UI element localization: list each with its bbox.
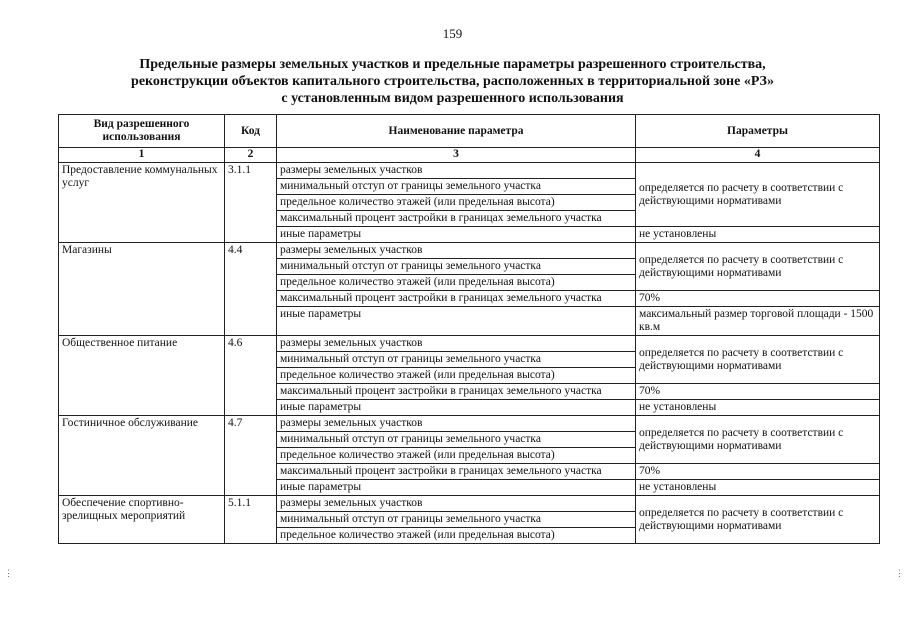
column-number: 3 [277, 148, 636, 163]
param-name-cell: иные параметры [277, 400, 636, 416]
param-value-cell: 70% [636, 464, 880, 480]
param-name-cell: размеры земельных участков [277, 163, 636, 179]
param-name-cell: минимальный отступ от границы земельного участка [277, 512, 636, 528]
param-name-cell: предельное количество этажей (или предельная высота) [277, 195, 636, 211]
param-name-cell: предельное количество этажей (или предельная высота) [277, 368, 636, 384]
param-name-cell: минимальный отступ от границы земельного участка [277, 259, 636, 275]
param-value-cell: 70% [636, 384, 880, 400]
param-value-cell: определяется по расчету в соответствии с действующими нормативами [636, 163, 880, 227]
left-edge-mark: ⋮ [4, 568, 13, 578]
use-type-cell: Предоставление коммунальных услуг [59, 163, 225, 243]
page-number: 159 [442, 26, 463, 41]
code-cell: 4.7 [225, 416, 277, 496]
column-number-row [59, 148, 880, 163]
param-name-cell: минимальный отступ от границы земельного участка [277, 352, 636, 368]
column-number: 1 [59, 148, 225, 163]
title-line-2: реконструкции объектов капитального строительства, расположенных в территориальной зоне «РЗ» [131, 74, 774, 89]
right-edge-mark: ⋮ [895, 568, 904, 578]
code-cell: 5.1.1 [225, 496, 277, 544]
column-number: 4 [636, 148, 880, 163]
param-name-cell: предельное количество этажей (или предельная высота) [277, 448, 636, 464]
header-param-name: Наименование параметра [277, 115, 636, 148]
param-value-cell: не установлены [636, 227, 880, 243]
use-type-cell: Магазины [59, 243, 225, 336]
param-name-cell: минимальный отступ от границы земельного участка [277, 432, 636, 448]
title-line-1: Предельные размеры земельных участков и предельные параметры разрешенного строительства, [139, 57, 766, 72]
parameters-table [58, 114, 880, 544]
param-name-cell: предельное количество этажей (или предельная высота) [277, 275, 636, 291]
param-name-cell: иные параметры [277, 307, 636, 336]
param-name-cell: максимальный процент застройки в границах земельного участка [277, 464, 636, 480]
table-header-row [59, 115, 880, 148]
param-value-cell: не установлены [636, 480, 880, 496]
param-value-cell: максимальный размер торговой площади - 1500 кв.м [636, 307, 880, 336]
use-type-cell: Обеспечение спортивно-зрелищных мероприятий [59, 496, 225, 544]
param-name-cell: размеры земельных участков [277, 416, 636, 432]
param-name-cell: минимальный отступ от границы земельного участка [277, 179, 636, 195]
param-value-cell: определяется по расчету в соответствии с действующими нормативами [636, 496, 880, 544]
param-name-cell: размеры земельных участков [277, 336, 636, 352]
param-name-cell: размеры земельных участков [277, 243, 636, 259]
code-cell: 4.6 [225, 336, 277, 416]
page-title [40, 56, 865, 107]
param-value-cell: определяется по расчету в соответствии с действующими нормативами [636, 416, 880, 464]
param-value-cell: не установлены [636, 400, 880, 416]
table-row [59, 496, 880, 512]
table-row [59, 163, 880, 179]
code-cell: 3.1.1 [225, 163, 277, 243]
param-name-cell: максимальный процент застройки в границах земельного участка [277, 384, 636, 400]
param-name-cell: максимальный процент застройки в границах земельного участка [277, 291, 636, 307]
param-value-cell: определяется по расчету в соответствии с действующими нормативами [636, 243, 880, 291]
table-row [59, 416, 880, 432]
header-code: Код [225, 115, 277, 148]
code-cell: 4.4 [225, 243, 277, 336]
param-value-cell: 70% [636, 291, 880, 307]
param-name-cell: иные параметры [277, 227, 636, 243]
param-value-cell: определяется по расчету в соответствии с действующими нормативами [636, 336, 880, 384]
use-type-cell: Общественное питание [59, 336, 225, 416]
table-row [59, 336, 880, 352]
column-number: 2 [225, 148, 277, 163]
header-params: Параметры [636, 115, 880, 148]
header-use-type: Вид разрешенного использования [59, 115, 225, 148]
param-name-cell: предельное количество этажей (или предельная высота) [277, 528, 636, 544]
title-line-3: с установленным видом разрешенного использования [281, 91, 624, 106]
use-type-cell: Гостиничное обслуживание [59, 416, 225, 496]
param-name-cell: максимальный процент застройки в границах земельного участка [277, 211, 636, 227]
param-name-cell: иные параметры [277, 480, 636, 496]
param-name-cell: размеры земельных участков [277, 496, 636, 512]
table-row [59, 243, 880, 259]
